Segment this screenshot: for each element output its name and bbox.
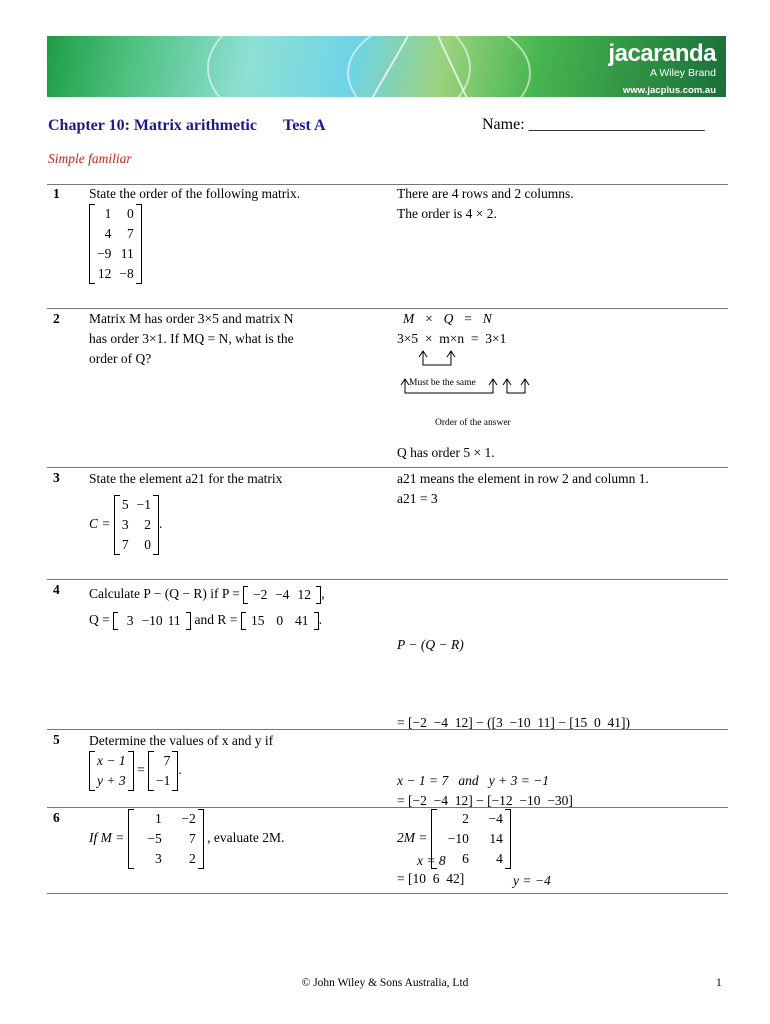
working-step: = [−2 −4 12] − ([3 −10 11] − [15 0 41]) xyxy=(397,715,631,730)
matrix-cell: 3 xyxy=(126,612,134,628)
equation-bottom: 3×5 × m×n = 3×1 xyxy=(397,331,507,346)
answer-bracket-line xyxy=(507,379,525,393)
row-matrix-p xyxy=(243,585,321,605)
row-matrix-r xyxy=(241,611,319,631)
matrix-lhs xyxy=(89,751,134,791)
answer-x: x = 8 xyxy=(417,853,446,868)
page-number: 1 xyxy=(716,977,722,989)
answer-text: The order is 4 × 2. xyxy=(397,206,497,221)
matrix-cell: 0 xyxy=(127,206,134,221)
matrix-m xyxy=(128,809,204,869)
question-text: Calculate P − (Q − R) if P = xyxy=(89,586,240,601)
question-text: and R = xyxy=(194,612,238,627)
matrix-cell: −5 xyxy=(147,831,162,846)
matrix-rhs xyxy=(148,751,178,791)
answer-text: a21 = 3 xyxy=(397,491,438,506)
matrix-label: C = xyxy=(89,516,111,532)
matrix-cell: −1 xyxy=(136,497,151,512)
matrix-cell: x − 1 xyxy=(97,753,126,768)
question-text: State the element a21 for the matrix xyxy=(89,471,283,486)
matrix-cell: 3 xyxy=(121,517,129,532)
matrix-2m xyxy=(431,809,511,869)
question-3: State the element a21 for the matrix C = 5 −1 3 2 7 0. xyxy=(89,469,282,555)
question-number: 4 xyxy=(53,582,60,597)
header-banner xyxy=(47,36,726,97)
matrix-cell: 41 xyxy=(295,612,309,628)
matrix-cell: −2 xyxy=(253,586,268,602)
matrix-cell: 2 xyxy=(144,517,151,532)
matrix-cell: 14 xyxy=(489,831,503,846)
question-text: order of Q? xyxy=(89,351,152,366)
answer-1 xyxy=(397,184,574,224)
question-5: Determine the values of x and y if x − 1 y + 3 = 7 −1. xyxy=(89,731,273,791)
matrix-cell: 5 xyxy=(121,497,129,512)
chapter-title: Chapter 10: Matrix arithmetic xyxy=(48,117,257,134)
question-text: , evaluate 2M. xyxy=(207,830,285,846)
row-divider xyxy=(47,467,728,468)
matrix-cell: 11 xyxy=(167,612,181,628)
matrix-cell: −10 xyxy=(447,831,469,846)
answer-3 xyxy=(397,469,649,509)
answer-y: y = −4 xyxy=(513,873,551,888)
answer-text: a21 means the element in row 2 and column 1. xyxy=(397,471,649,486)
matrix-cell: y + 3 xyxy=(97,773,126,788)
matrix-cell: 4 xyxy=(104,226,112,241)
page-title xyxy=(48,117,326,135)
question-6 xyxy=(89,809,284,869)
row-divider xyxy=(47,807,728,808)
matrix-cell: 0 xyxy=(276,612,284,628)
matrix-cell: 7 xyxy=(121,537,129,552)
answer-text: Q has order 5 × 1. xyxy=(397,445,495,460)
question-number: 1 xyxy=(53,186,60,201)
question-text: Matrix M has order 3×5 and matrix N xyxy=(89,311,294,326)
row-matrix-q xyxy=(113,611,191,631)
matrix-cell: 12 xyxy=(297,586,311,602)
brand-block xyxy=(608,42,716,97)
working-step: = [10 6 42] xyxy=(397,871,465,886)
question-number: 2 xyxy=(53,311,60,326)
matrix-cell: 7 xyxy=(163,753,171,768)
equals-sign: = xyxy=(136,762,145,778)
answer-6 xyxy=(397,809,511,869)
matrix-cell: −4 xyxy=(488,811,503,826)
matrix-cell: −10 xyxy=(141,612,163,628)
row-divider xyxy=(47,729,728,730)
equation-top: M × Q = N xyxy=(403,311,492,326)
question-1 xyxy=(89,184,300,284)
question-number: 6 xyxy=(53,810,60,825)
row-divider xyxy=(47,893,728,894)
matrix-cell: −8 xyxy=(119,266,134,281)
matrix-c xyxy=(114,495,159,555)
matrix-cell: 11 xyxy=(120,246,134,261)
matrix-cell: −2 xyxy=(181,811,196,826)
question-text: If M = xyxy=(89,830,125,846)
brand-logo: jacaranda xyxy=(608,40,716,67)
diagram-note: Order of the answer xyxy=(435,418,511,428)
matrix-cell: −1 xyxy=(155,773,171,788)
question-text: has order 3×1. If MQ = N, what is the xyxy=(89,331,294,346)
answer-text: There are 4 rows and 2 columns. xyxy=(397,186,574,201)
matrix-q1 xyxy=(89,204,142,284)
question-text: Q = xyxy=(89,612,110,627)
section-heading: Simple familiar xyxy=(48,151,132,166)
matrix-cell: 1 xyxy=(154,811,162,826)
question-text: Determine the values of x and y if xyxy=(89,733,274,748)
matrix-cell: 6 xyxy=(462,851,469,866)
matrix-cell: 12 xyxy=(97,266,112,281)
question-text: State the order of the following matrix. xyxy=(89,186,301,201)
diagram-note: Must be the same xyxy=(409,378,476,388)
copyright-footer: © John Wiley & Sons Australia, Ltd xyxy=(301,977,469,989)
brand-tagline: A Wiley Brand xyxy=(650,67,716,79)
answer-text: x − 1 = 7 and y + 3 = −1 xyxy=(397,773,550,788)
matrix-cell: 15 xyxy=(251,612,265,628)
question-number: 3 xyxy=(53,470,60,485)
matrix-cell: −4 xyxy=(275,586,290,602)
matrix-cell: 4 xyxy=(496,851,503,866)
question-4: Calculate P − (Q − R) if P = −2 −4 12 , Q = 3 −10 11 and R = 15 0 41 . xyxy=(89,581,325,633)
matrix-cell: 7 xyxy=(188,831,196,846)
inner-bracket-line xyxy=(423,351,451,365)
matrix-cell: 0 xyxy=(144,537,151,552)
question-number: 5 xyxy=(53,732,60,747)
answer-2 xyxy=(397,309,717,463)
test-label: Test A xyxy=(282,117,326,134)
matrix-cell: 1 xyxy=(104,206,112,221)
working-step: = [−2 −4 12] − [−12 −10 −30] xyxy=(397,793,573,808)
answer-label: 2M = xyxy=(397,830,428,846)
banner-swirl xyxy=(347,36,531,97)
brand-url: www.jacplus.com.au xyxy=(622,85,716,96)
matrix-cell: 3 xyxy=(154,851,162,866)
matrix-cell: −9 xyxy=(97,246,112,261)
matrix-cell: 7 xyxy=(127,226,134,241)
matrix-cell: 2 xyxy=(462,811,469,826)
name-field: Name: ______________________ xyxy=(482,116,705,133)
matrix-cell: 2 xyxy=(188,851,196,866)
working-step: P − (Q − R) xyxy=(397,637,464,652)
question-2 xyxy=(89,309,294,369)
